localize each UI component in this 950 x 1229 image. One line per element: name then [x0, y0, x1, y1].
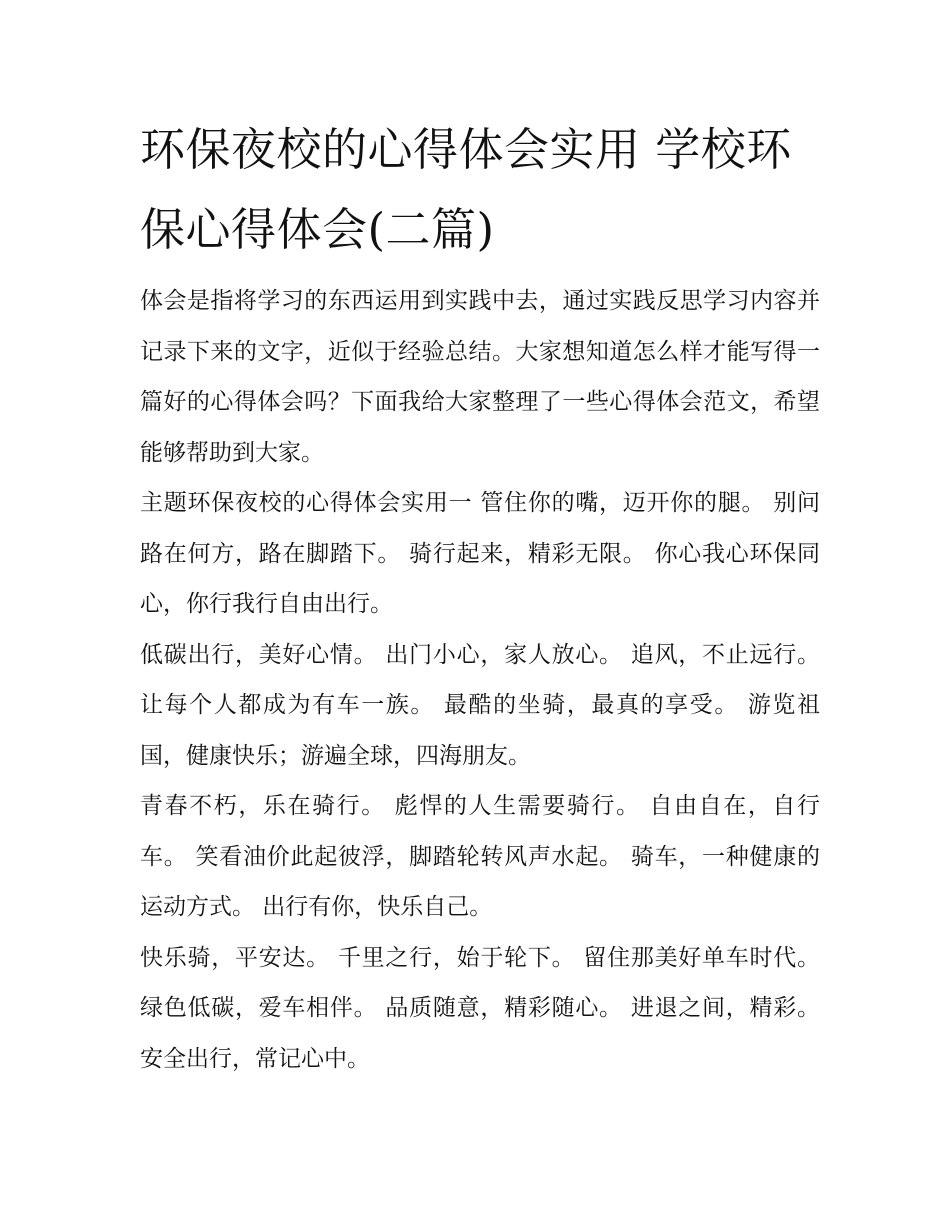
document-page: [140, 110, 820, 1084]
paragraph-3: 青春不朽，乐在骑行。 彪悍的人生需要骑行。 自由自在，自行车。 笑看油价此起彼浮，脚踏轮转风声水起。 骑车，一种健康的运动方式。 出行有你，快乐自己。: [140, 793, 820, 920]
paragraph-4: 快乐骑，平安达。 千里之行，始于轮下。 留住那美好单车时代。 绿色低碳，爱车相伴。 品质随意，精彩随心。 进退之间，精彩。 安全出行，常记心中。: [140, 944, 820, 1072]
paragraph-2: 低碳出行，美好心情。 出门小心，家人放心。 追风，不止远行。 让每个人都成为有车一族。 最酷的坐骑，最真的享受。 游览祖国，健康快乐；游遍全球，四海朋友。: [140, 641, 820, 769]
paragraph-1: 主题环保夜校的心得体会实用一 管住你的嘴，迈开你的腿。 别问路在何方，路在脚踏下。 骑行起来，精彩无限。 你心我心环保同心，你行我行自由出行。: [140, 490, 820, 617]
paragraph-intro: 体会是指将学习的东西运用到实践中去，通过实践反思学习内容并记录下来的文字，近似于经验总结。大家想知道怎么样才能写得一篇好的心得体会吗？下面我给大家整理了一些心得体会范文，希望能够帮助到大家。: [140, 288, 820, 466]
document-title: 环保夜校的心得体会实用 学校环保心得体会(二篇): [140, 123, 792, 256]
